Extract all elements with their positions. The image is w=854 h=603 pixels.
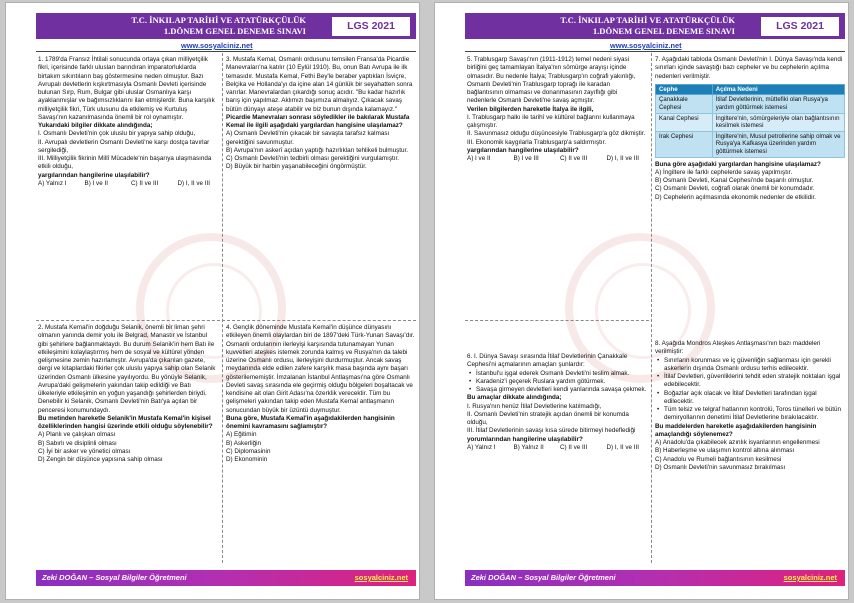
option-b[interactable]: B) I ve II <box>84 179 108 187</box>
footer-link[interactable]: sosyalciniz.net <box>354 573 408 582</box>
footer-author: Zeki DOĞAN – Sosyal Bilgiler Öğretmeni <box>42 573 187 582</box>
page-left <box>5 2 420 600</box>
question-text: 3. Mustafa Kemal, Osmanlı ordusunu temsilen Fransa'da Picardie Manevraları'na katılır (10 Eylül 1910). Bu, onun Batı Avrupa ile ilk temasıdır. Mustafa Kemal, Fethi Bey'le beraber yaptıkları İsviçre, Belçika ve Hollanda'yı da içine alan 14 günlük bir seyahatten sonra varırlar. Manevralardan çıkardığı sonuç acıdır. "Bu kadar hazırlık barış için yapılmaz. Aklımızı başımıza almalıyız. Çıkacak savaş bütün dünyayı ateşe atabilir ve biz bunun dışında kalamayız." <box>226 56 413 113</box>
column-separator <box>651 53 652 563</box>
question-stem: Buna göre, Mustafa Kemal'in aşağıdakilerden hangisinin önemini kavramasını sağlamıştır? <box>226 414 395 430</box>
question-stem: yargılarından hangilerine ulaşılabilir? <box>38 171 150 179</box>
footer-link[interactable]: sosyalciniz.net <box>783 573 837 582</box>
bullet-item: • Savaşa girmeyen devletleri kendi yanlarında savaşa çekmek. <box>467 386 647 394</box>
table-cell: Kanal Cephesi <box>656 113 713 131</box>
question-7 <box>655 56 845 202</box>
table-cell: Çanakkale Cephesi <box>656 95 713 113</box>
table-row <box>656 113 845 131</box>
option-a[interactable]: A) Anadolu'da çıkabilecek azınlık isyanlarının engellenmesi <box>655 439 820 446</box>
option-d[interactable]: D) I, II ve III <box>606 155 640 162</box>
statement: III. Ekonomik kaygılarla Trablusgarp'a saldırmıştır. <box>467 138 607 146</box>
answer-options <box>38 180 218 188</box>
option-c[interactable]: C) II ve III <box>560 443 588 451</box>
option-c[interactable]: C) Anadolu ve Rumeli bağlantısının kesilmesi <box>655 455 782 463</box>
header-subtitle: 1.DÖNEM GENEL DENEME SINAVI <box>592 26 735 36</box>
option-d[interactable]: D) Ekonominin <box>226 456 268 463</box>
header-link[interactable]: www.sosyalciniz.net <box>610 41 682 50</box>
question-divider <box>465 320 649 321</box>
table-cell: İtilaf Devletlerinin, müttefiki olan Rusya'ya yardım göttürmek istemesi <box>712 95 844 113</box>
question-text: 2. Mustafa Kemal'in doğduğu Selanik, önemli bir liman şehri olmanın yanında demir yolu ile Belgrad, Manastır ve İstanbul gibi şehirlere bağlanmaktaydı. Bu durum Selanik'in hem Batı ile etkileşimini kolaylaştırmış hem de sosyal ve kültürel yönden gelişmesine zemin hazırlamıştır. Avrupa'da çıkarılan gazete, dergi ve kitaplardaki fikirler çok uluslu yapıya sahip olan Selanik üzerinden Osmanlı ülkesine yayılıyordu. Bu yönüyle Selanik, Avrupa'daki gelişmelerin yakından takip edildiği ve Batı ülkeleriyle etkileşimin en yoğun yaşandığı şehirlerden biriydi. Denebilir ki Selanik, Osmanlı Devleti'nin Batı'ya açılan bir penceresi konumundaydı. <box>38 324 216 414</box>
page-footer <box>36 570 416 586</box>
table-row <box>656 131 845 157</box>
question-1 <box>38 56 218 188</box>
option-d[interactable]: D) Cephelerin açılmasında ekonomik nedenler de etkilidir. <box>655 193 817 201</box>
option-a[interactable]: A) Eğitimin <box>226 431 257 439</box>
header-link[interactable]: www.sosyalciniz.net <box>181 41 253 50</box>
table-header: Cephe <box>656 84 713 95</box>
option-b[interactable]: B) Sabırlı ve disiplinli olması <box>38 439 117 447</box>
option-a[interactable]: A) Yalnız I <box>467 443 496 451</box>
statement: II. Avrupalı devletlerin Osmanlı Devleti'ne karşı dostça tavırlar sergilediği, <box>38 138 210 154</box>
option-a[interactable]: A) Yalnız I <box>38 179 67 187</box>
page-right <box>434 2 849 600</box>
option-d[interactable]: D) Büyük bir harbin yaşanabileceğini öngörmüştür. <box>226 163 367 171</box>
table-row <box>656 95 845 113</box>
question-text: 1. 1789'da Fransız İhtilali sonucunda ortaya çıkan milliyetçilik fikri, içerisinde farklı ulusları barındıran imparatorluklarda birtakım sıkıntıların baş göstermesine neden olmuştur. Bazı Avrupalı devletlerin kışkırtmasıyla Osmanlı Devleti içerisinde bulunan Sırp, Rum, Bulgar gibi uluslar Osmanlıya karşı ayaklanmışlar ve bağımsızlıklarını ilan etmişlerdir. Buna karşılık milliyetçilik fikri, Türk ulusunu da etkilemiş ve Kurtuluş Savaşı'nın kazanılmasında önemli bir rol oynamıştır. <box>38 56 215 121</box>
question-5 <box>467 56 647 163</box>
page-header <box>465 13 845 39</box>
option-a[interactable]: A) I ve II <box>467 155 491 162</box>
option-d[interactable]: D) I, II ve III <box>606 443 640 451</box>
statement: II. Savunmasız olduğu düşüncesiyle Trablusgarp'a göz dikmiştir. <box>467 130 646 138</box>
statement: III. İtilaf Devletlerinin savaşı kısa sürede bitirmeyi hedeflediği <box>467 427 636 435</box>
option-b[interactable]: B) I ve III <box>513 155 539 162</box>
statement: I. Osmanlı Devleti'nin çok uluslu bir yapıya sahip olduğu, <box>38 130 196 138</box>
statement: I. Trablusgarp halkı ile tarihî ve kültürel bağlarını kullanmaya çalışmıştır. <box>467 113 635 129</box>
header-subtitle: 1.DÖNEM GENEL DENEME SINAVI <box>163 26 306 36</box>
option-d[interactable]: D) I, II ve III <box>177 179 211 187</box>
bullet-item: • Karadeniz'i geçerek Ruslara yardım götürmek. <box>467 378 647 386</box>
question-text: 7. Aşağıdaki tabloda Osmanlı Devleti'nin I. Dünya Savaşı'nda kendi sınırları içinde savaştığı bazı cepheler ve bu cephelerin açılma nedenleri verilmiştir. <box>655 56 843 80</box>
option-c[interactable]: C) Osmanlı Devleti, coğrafi olarak önemli bir konumdadır. <box>655 185 815 193</box>
question-6 <box>467 353 647 452</box>
answer-options <box>467 444 647 452</box>
option-b[interactable]: B) Askerliğin <box>226 439 261 447</box>
option-b[interactable]: B) Osmanlı Devleti, Kanal Cephesi'nde başarılı olmuştur. <box>655 177 814 184</box>
question-text: 8. Aşağıda Mondros Ateşkes Antlaşması'nın bazı maddeleri verilmiştir: <box>655 340 821 356</box>
question-3 <box>226 56 416 172</box>
question-stem: Bu metinden hareketle Selanik'in Mustafa Kemal'in kişisel özelliklerinden hangisi üzerinde etkili olduğu söylenebilir? <box>38 414 213 430</box>
option-a[interactable]: A) Planlı ve çalışkan olması <box>38 431 116 439</box>
option-a[interactable]: A) Osmanlı Devleti'nin çıkacak bir savaşta tarafsız kalması gerektiğini savunmuştur. <box>226 130 390 146</box>
question-prompt: Bu amaçlar dikkate alındığında; <box>467 394 562 402</box>
bullet-item: • Boğazlar açık olacak ve İtilaf Devletleri tarafından işgal edilecektir. <box>655 390 845 407</box>
option-c[interactable]: C) Osmanlı Devleti'nin tedbirli olması gerektiğini vurgulamıştır. <box>226 155 400 162</box>
question-stem: yorumlarından hangilerine ulaşılabilir? <box>467 435 583 443</box>
question-stem: Buna göre aşağıdaki yargılardan hangisine ulaşılamaz? <box>655 160 821 168</box>
question-2 <box>38 324 218 464</box>
option-c[interactable]: C) Diplomasinin <box>226 447 271 455</box>
header-badge: LGS 2021 <box>331 16 411 37</box>
page-header <box>36 13 416 39</box>
header-rule <box>465 51 845 52</box>
header-title: T.C. İNKILAP TARİHİ VE ATATÜRKÇÜLÜK <box>131 15 306 25</box>
question-8 <box>655 340 845 472</box>
question-stem: yargılarından hangilerine ulaşılabilir? <box>467 146 579 154</box>
option-d[interactable]: D) Zengin bir düşünce yapısına sahip olması <box>38 456 163 463</box>
question-text: 5. Trablusgarp Savaşı'nın (1911-1912) temel nedeni siyasi birliğini geç tamamlayan İtalya'nın sömürge arayışı içinde olmasıdır. Bu nedenle İtalya; Trablusgarp'ın coğrafi yakınlığı, Osmanlı Devleti'nin Trablusgarp toprağı ile karadan bağlantısının olmaması ve donanmasının zayıflığı gibi nedenlerle Osmanlı Devleti'ne savaş açmıştır. <box>467 56 636 105</box>
option-d[interactable]: D) Osmanlı Devleti'nin savunmasız bırakılması <box>655 463 786 471</box>
option-c[interactable]: C) II ve III <box>131 179 159 187</box>
option-a[interactable]: A) İngiltere ile farklı cephelerde savaş yapılmıştır. <box>655 168 793 176</box>
option-b[interactable]: B) Haberleşme ve ulaşımın kontrol altına alınması <box>655 447 795 455</box>
option-b[interactable]: B) Avrupa'nın askerî açıdan yaptığı hazırlıkları tehlikeli bulmuştur. <box>226 146 409 154</box>
footer-author: Zeki DOĞAN – Sosyal Bilgiler Öğretmeni <box>471 573 616 582</box>
page-footer <box>465 570 845 586</box>
option-c[interactable]: C) II ve III <box>560 155 588 162</box>
statement: I. Rusya'nın henüz İtilaf Devletlerine katılmadığı, <box>467 402 602 410</box>
table-cell: Irak Cephesi <box>656 131 713 157</box>
bullet-item: • Tüm telsiz ve telgraf hatlarının kontrolü, Toros tünelleri ve bütün demiryollarının denetimi İtilaf Devletlerine bırakılacaktır. <box>655 406 845 423</box>
table-cell: İngiltere'nin, Musul petrollerine sahip olmak ve Rusya'ya Kafkasya üzerinden yardım göttürmek istemesi <box>712 131 844 157</box>
question-text: 6. I. Dünya Savaşı sırasında İtilaf Devletlerinin Çanakkale Cephesi'ni açmalarının amaçları şunlardır: <box>467 353 628 369</box>
header-rule <box>36 51 416 52</box>
statement: III. Milliyetçilik fikrinin Millî Mücadele'nin başarıya ulaşmasında etkili olduğu, <box>38 155 212 171</box>
question-prompt: Verilen bilgilerden hareketle İtalya ile ilgili, <box>467 105 594 113</box>
option-c[interactable]: C) İyi bir asker ve yönetici olması <box>38 447 131 455</box>
fronts-table <box>655 84 845 158</box>
question-prompt: Picardie Manevraları sonrası söyledikler ile bakılarak Mustafa Kemal ile ilgili aşağıdaki yargılardan hangisine ulaşılamaz? <box>226 113 410 129</box>
question-text: 4. Gençlik döneminde Mustafa Kemal'in düşünce dünyasını etkileyen önemli olaylardan biri de 1897'deki Türk-Yunan Savaşı'dır. Osmanlı ordularının ilerleyişi karşısında tutunamayan Yunan kuvvetleri ateşkes istemek zorunda kalmış ve Rusya'nın da talebi üzerine Osmanlı ordusu, ilerleyişini durdurmuştur. Ancak savaş meydanında elde edilen zafere karşılık masa başında aynı başarı gösterilememiştir. İmzalanan İstanbul Antlaşması'na göre Osmanlı Devleti savaş sırasında ele geçirmiş olduğu bölgeleri boşaltacak ve kendisine ait olan Girit Adası'na özerklik verecektir. Tüm bu gelişmeleri yakından takip eden Mustafa Kemal antlaşmanın sonucundan büyük bir üzüntü duymuştur. <box>226 324 415 414</box>
statement: II. Osmanlı Devleti'nin stratejik açıdan önemli bir konumda olduğu, <box>467 410 629 426</box>
table-cell: İngiltere'nin, sömürgeleriyle olan bağlantısının kesilmek istemesi <box>712 113 844 131</box>
bullet-item: • İstanbul'u işgal ederek Osmanlı Devleti'ni teslim almak. <box>467 370 647 378</box>
bullet-item: • İtilaf Devletleri, güvenliklerini tehdit eden stratejik noktaları işgal edebilecektir. <box>655 373 845 390</box>
header-badge: LGS 2021 <box>760 16 840 37</box>
header-title: T.C. İNKILAP TARİHİ VE ATATÜRKÇÜLÜK <box>560 15 735 25</box>
question-prompt: Yukarıdaki bilgiler dikkate alındığında; <box>38 122 153 129</box>
table-header: Açılma Nedeni <box>712 84 844 95</box>
question-4 <box>226 324 416 464</box>
column-separator <box>222 53 223 563</box>
bullet-item: • Sınırların korunması ve iç güvenliğin sağlanması için gerekli askerlerin dışında Osmanlı ordusu terhis edilecektir. <box>655 357 845 374</box>
answer-options <box>467 155 647 163</box>
option-b[interactable]: B) Yalnız II <box>513 443 544 451</box>
question-divider <box>36 320 416 321</box>
question-stem: Bu maddelerden hareketle aşağıdakilerden hangisinin amaçlandığı söylenemez? <box>655 422 817 438</box>
